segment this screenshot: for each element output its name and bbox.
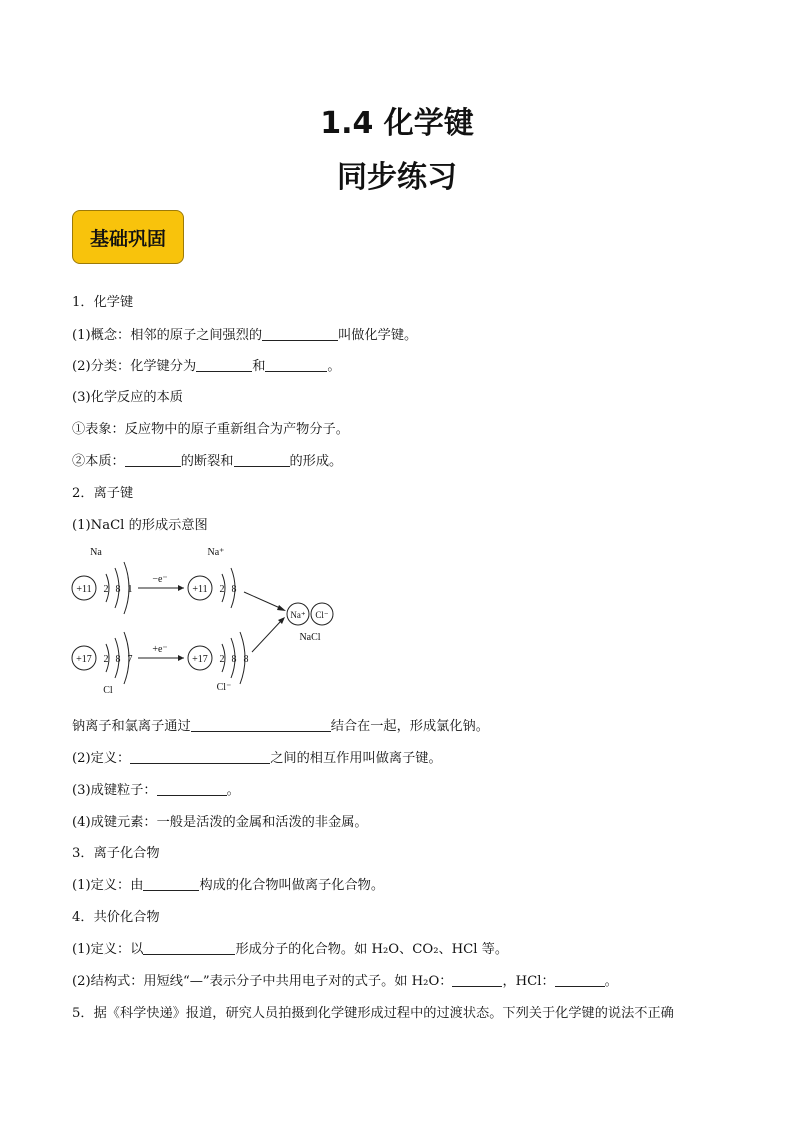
na-nucleus: +11: [76, 584, 92, 595]
question-4-2: [72, 970, 618, 989]
text-segment: 钠离子和氯离子通过: [72, 719, 191, 734]
text-segment: (2)定义：: [72, 751, 131, 766]
text-segment: (1)定义：以: [72, 942, 144, 957]
question-3-heading: 3．离子化合物: [72, 846, 160, 861]
text-segment: 的形成。: [289, 454, 343, 469]
question-2-4: (4)成键元素：一般是活泼的金属和活泼的非金属。: [72, 815, 368, 830]
product-label: NaCl: [299, 632, 321, 643]
text-segment: 。: [604, 974, 618, 989]
na-ion-shell-2: 8: [231, 584, 237, 595]
text-segment: 。: [226, 783, 240, 798]
cl-nucleus: +17: [76, 654, 92, 665]
answer-blank[interactable]: [265, 357, 327, 372]
cl-ion-shell-1: 2: [219, 654, 225, 665]
answer-blank[interactable]: [157, 781, 227, 796]
text-segment: (1)定义：由: [72, 878, 144, 893]
section-badge: 基础巩固: [72, 210, 184, 264]
answer-blank[interactable]: [555, 972, 605, 987]
page-title: 1.4 化学键: [320, 106, 474, 141]
text-segment: 构成的化合物叫做离子化合物。: [199, 878, 385, 893]
na-shell-3: 1: [127, 584, 133, 595]
text-segment: (2)结构式：用短线“—”表示分子中共用电子对的式子。如 H₂O：: [72, 974, 453, 989]
na-ion-label: Na⁺: [207, 547, 225, 558]
question-1-3-2: [72, 450, 342, 469]
text-segment: (3)成键粒子：: [72, 783, 157, 798]
text-segment: 之间的相互作用叫做离子键。: [270, 751, 442, 766]
nacl-formation-diagram: [66, 542, 366, 700]
answer-blank[interactable]: [125, 452, 181, 467]
text-segment: 。: [327, 359, 341, 374]
electron-gain-label: +e⁻: [152, 644, 168, 655]
answer-blank[interactable]: [262, 326, 338, 341]
question-2-1: (1)NaCl 的形成示意图: [72, 518, 208, 533]
question-1-1: [72, 324, 417, 343]
question-1-3: (3)化学反应的本质: [72, 390, 183, 405]
text-segment: (1)概念：相邻的原子之间强烈的: [72, 328, 263, 343]
na-shell-1: 2: [103, 584, 109, 595]
answer-blank[interactable]: [143, 940, 235, 955]
answer-blank[interactable]: [196, 357, 252, 372]
cl-shell-2: 8: [115, 654, 121, 665]
answer-blank[interactable]: [234, 452, 290, 467]
cl-ion-label: Cl⁻: [216, 682, 232, 693]
question-2-explanation: [72, 715, 489, 734]
page-subtitle: 同步练习: [337, 160, 457, 195]
question-5: 5．据《科学快递》报道，研究人员拍摄到化学键形成过程中的过渡状态。下列关于化学键的说法不正确: [72, 1006, 674, 1021]
na-ion-nucleus: +11: [192, 584, 208, 595]
answer-blank[interactable]: [130, 749, 270, 764]
na-atom-label: Na: [90, 547, 102, 558]
cl-ion-shell-2: 8: [231, 654, 237, 665]
text-segment: 和: [252, 359, 266, 374]
text-segment: 叫做化学键。: [338, 328, 418, 343]
na-ion-shell-1: 2: [219, 584, 225, 595]
question-1-heading: 1．化学键: [72, 295, 134, 310]
question-2-2: [72, 747, 442, 766]
text-segment: ②本质：: [72, 454, 125, 469]
answer-blank[interactable]: [452, 972, 502, 987]
product-na-ion: Na⁺: [290, 610, 306, 620]
question-3-1: [72, 874, 384, 893]
question-4-1: [72, 938, 508, 957]
product-cl-ion: Cl⁻: [315, 610, 329, 620]
text-segment: 的断裂和: [180, 454, 234, 469]
cl-shell-3: 7: [127, 654, 133, 665]
cl-atom-label: Cl: [103, 685, 113, 696]
cl-ion-nucleus: +17: [192, 654, 208, 665]
answer-blank[interactable]: [191, 717, 331, 732]
question-1-3-1: ①表象：反应物中的原子重新组合为产物分子。: [72, 422, 349, 437]
question-2-heading: 2．离子键: [72, 486, 134, 501]
text-segment: 形成分子的化合物。如 H₂O、CO₂、HCl 等。: [235, 942, 509, 957]
na-shell-2: 8: [115, 584, 121, 595]
question-1-2: [72, 355, 341, 374]
answer-blank[interactable]: [143, 876, 199, 891]
cl-ion-shell-3: 8: [243, 654, 249, 665]
text-segment: ，HCl：: [502, 974, 555, 989]
cl-shell-1: 2: [103, 654, 109, 665]
electron-loss-label: −e⁻: [152, 574, 168, 585]
text-segment: (2)分类：化学键分为: [72, 359, 197, 374]
question-4-heading: 4．共价化合物: [72, 910, 160, 925]
question-2-3: [72, 779, 240, 798]
text-segment: 结合在一起，形成氯化钠。: [330, 719, 489, 734]
